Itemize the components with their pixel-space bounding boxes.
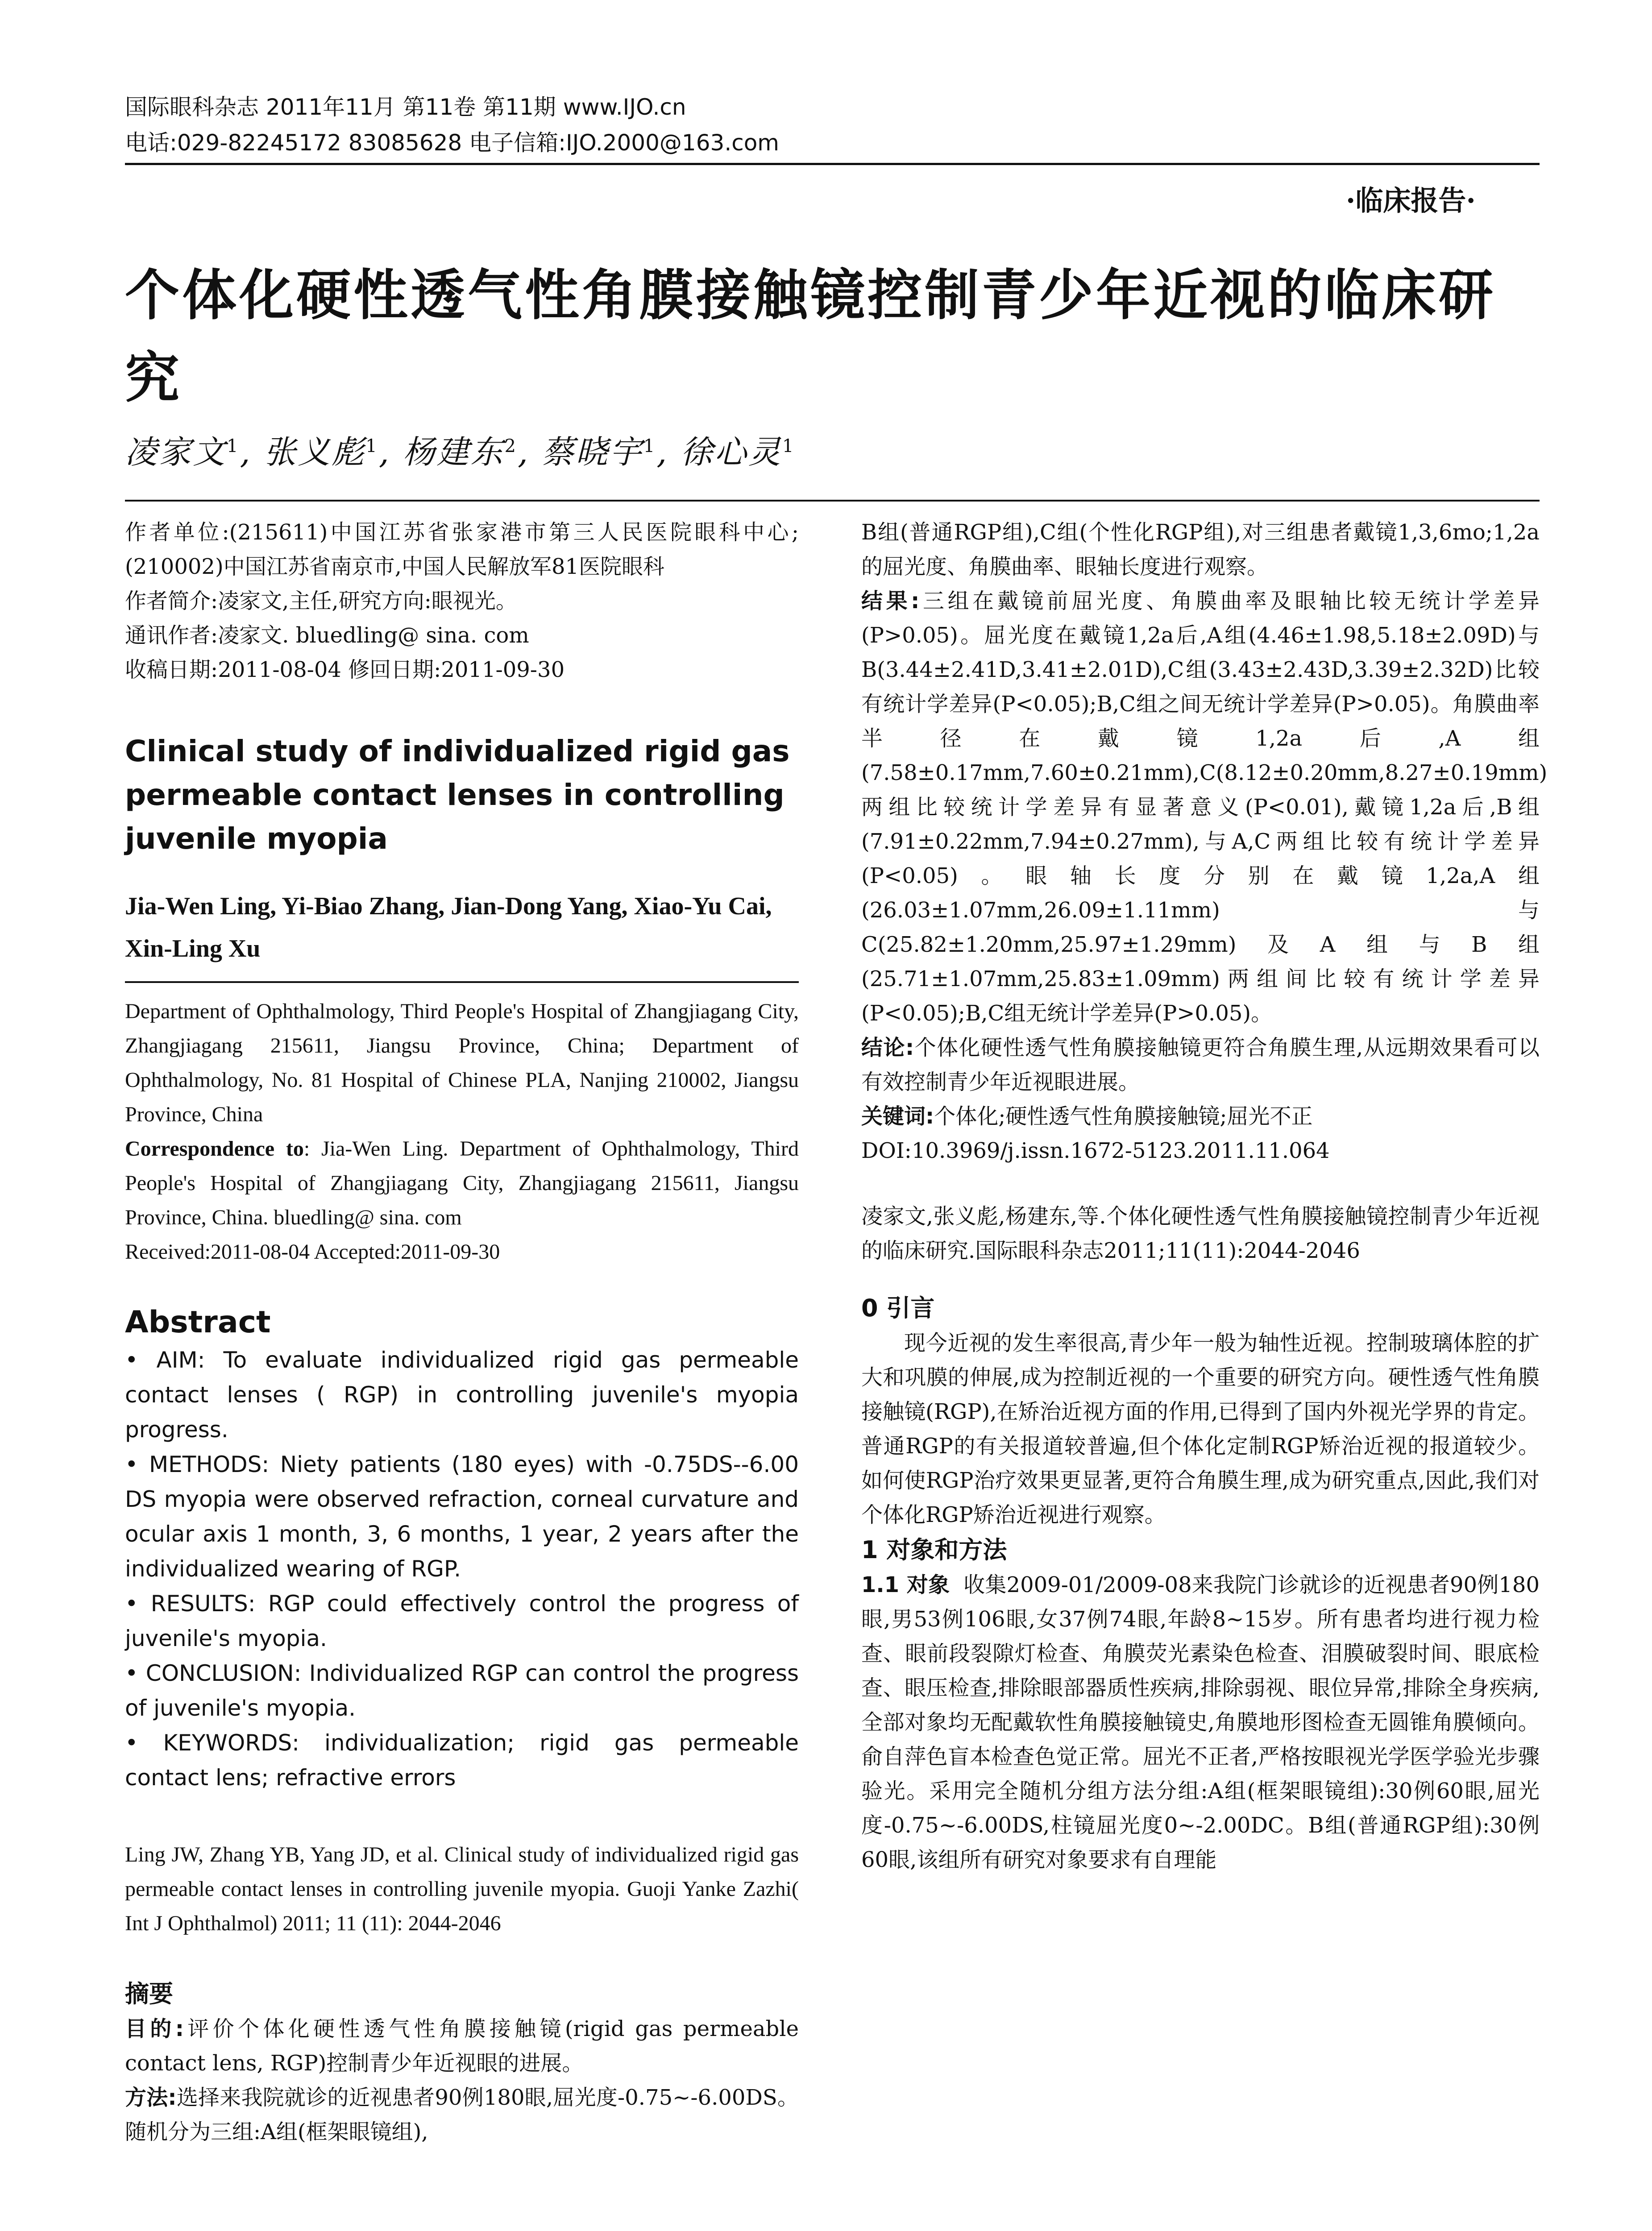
author-name: 蔡晓宇: [541, 433, 643, 471]
intro-text: 现今近视的发生率很高,青少年一般为轴性近视。控制玻璃体腔的扩大和巩膜的伸展,成为控制近视的一个重要的研究方向。硬性透气性角膜接触镜(RGP),在矫治近视方面的作用,已得到了国内外视光学界的肯定。普通RGP的有关报道较普遍,但个体化定制RGP矫治近视的报道较少。如何使RGP治疗效果更显著,更符合角膜生理,成为研究重点,因此,我们对个体化RGP矫治近视进行观察。: [861, 1331, 1540, 1527]
author-name: 凌家文: [125, 433, 227, 471]
section-1-heading: 1 对象和方法: [861, 1536, 1007, 1564]
english-dates: Received:2011-08-04 Accepted:2011-09-30: [125, 1240, 500, 1264]
journal-header: [125, 89, 1540, 161]
methods-label: 方法:: [125, 2085, 177, 2110]
cn-abstract-conclusion: [861, 1031, 1540, 1099]
conclusion-label: 结论:: [861, 1035, 914, 1060]
author-affiliation: 作者单位:(215611)中国江苏省张家港市第三人民医院眼科中心;(210002)中国江苏省南京市,中国人民解放军81医院眼科: [125, 520, 799, 579]
english-correspondence: [125, 1132, 799, 1235]
author-rule: [125, 500, 1540, 502]
header-rule: [125, 163, 1540, 165]
english-authors: Jia-Wen Ling, Yi-Biao Zhang, Jian-Dong Yang, Xiao-Yu Cai, Xin-Ling Xu: [125, 892, 772, 962]
english-affiliation: Department of Ophthalmology, Third People's Hospital of Zhangjiagang City, Zhangjiagang 215611, Jiangsu Province, China; Department of Ophthalmology, No. 81 Hospital of Chinese PLA, Nanjing 210002, Jiangsu Province, China: [125, 999, 799, 1126]
author-affil-sup: 1: [365, 436, 379, 456]
section-tag: ·临床报告·: [1345, 184, 1476, 217]
corresponding-author: 通讯作者:凌家文. bluedling@ sina. com: [125, 623, 529, 648]
abstract-results: • RESULTS: RGP could effectively control the progress of juvenile's myopia.: [125, 1591, 799, 1651]
aim-text: 评价个体化硬性透气性角膜接触镜(rigid gas permeable contact lens, RGP)控制青少年近视眼的进展。: [125, 2016, 799, 2076]
cn-abstract-results: [861, 584, 1548, 1031]
subsection-1-1: [861, 1568, 1540, 1877]
keywords-text: 个体化;硬性透气性角膜接触镜;屈光不正: [934, 1104, 1313, 1129]
abstract-keywords: • KEYWORDS: individualization; rigid gas permeable contact lens; refractive errors: [125, 1730, 799, 1791]
english-citation: Ling JW, Zhang YB, Yang JD, et al. Clinical study of individualized rigid gas permeable contact lenses in controlling juvenile myopia. Guoji Yanke Zazhi( Int J Ophthalmol) 2011; 11 (11): 2044-2046: [125, 1843, 799, 1935]
aim-label: 目的:: [125, 2016, 184, 2041]
header-line-1: 国际眼科杂志 2011年11月 第11卷 第11期 www.IJO.cn: [125, 94, 686, 120]
author-name: 张义彪: [264, 433, 366, 471]
author-intro: 作者简介:凌家文,主任,研究方向:眼视光。: [125, 589, 517, 614]
methods-text: 选择来我院就诊的近视患者90例180眼,屈光度-0.75~-6.00DS。随机分为三组:A组(框架眼镜组),: [125, 2085, 799, 2144]
subsection-1-1-text: 收集2009-01/2009-08来我院门诊就诊的近视患者90例180眼,男53例106眼,女37例74眼,年龄8~15岁。所有患者均进行视力检查、眼前段裂隙灯检查、角膜荧光素染色检查、泪膜破裂时间、眼底检查、眼压检查,排除眼部器质性疾病,排除弱视、眼位异常,排除全身疾病,全部对象均无配戴软性角膜接触镜史,角膜地形图检查无圆锥角膜倾向。俞自萍色盲本检查色觉正常。屈光不正者,严格按眼视光学医学验光步骤验光。采用完全随机分组方法分组:A组(框架眼镜组):30例60眼,屈光度-0.75~-6.00DS,柱镜屈光度0~-2.00DC。B组(普通RGP组):30例60眼,该组所有研究对象要求有自理能: [861, 1572, 1540, 1872]
correspondence-label: Correspondence to: [125, 1137, 304, 1161]
cn-keywords: [861, 1099, 1540, 1134]
cn-abstract-methods: [125, 2081, 799, 2149]
abstract-methods: • METHODS: Niety patients (180 eyes) with -0.75DS--6.00 DS myopia were observed refraction, corneal curvature and ocular axis 1 month, 3, 6 months, 1 year, 2 years after the individualized wearing of RGP.: [125, 1451, 799, 1582]
left-column: [125, 515, 799, 2149]
author-affil-sup: 2: [504, 436, 518, 456]
cn-abstract-aim: [125, 2012, 799, 2081]
doi: DOI:10.3969/j.issn.1672-5123.2011.11.064: [861, 1138, 1330, 1163]
article-title: 个体化硬性透气性角膜接触镜控制青少年近视的临床研究: [125, 264, 1496, 410]
abstract-conclusion: • CONCLUSION: Individualized RGP can control the progress of juvenile's myopia.: [125, 1660, 799, 1721]
results-label: 结果:: [861, 589, 920, 614]
correspondence-text: : Jia-Wen Ling. Department of Ophthalmology, Third People's Hospital of Zhangjiagang City, Zhangjiagang 215611, Jiangsu Province, China. bluedling@ sina. com: [125, 1137, 799, 1229]
results-text: 三组在戴镜前屈光度、角膜曲率及眼轴比较无统计学差异(P>0.05)。屈光度在戴镜1,2a后,A组(4.46±1.98,5.18±2.09D)与B(3.44±2.41D,3.41±2.01D),C组(3.43±2.43D,3.39±2.32D)比较有统计学差异(P<0.05);B,C组之间无统计学差异(P>0.05)。角膜曲率半径在戴镜1,2a后,A组(7.58±0.17mm,7.60±0.21mm),C(8.12±0.20mm,8.27±0.19mm)两组比较统计学差异有显著意义(P<0.01),戴镜1,2a后,B组(7.91±0.22mm,7.94±0.27mm),与A,C两组比较有统计学差异(P<0.05)。眼轴长度分别在戴镜1,2a,A组(26.03±1.07mm,26.09±1.11mm)与C(25.82±1.20mm,25.97±1.29mm)及A组与B组(25.71±1.07mm,25.83±1.09mm)两组间比较有统计学差异(P<0.05);B,C组无统计学差异(P>0.05)。: [861, 589, 1548, 1026]
cn-abstract-heading: 摘要: [125, 1980, 173, 2008]
subsection-1-1-label: 1.1 对象: [861, 1572, 950, 1597]
author-name: 杨建东: [403, 433, 505, 471]
author-affil-sup: 1: [227, 436, 240, 456]
header-line-2: 电话:029-82245172 83085628 电子信箱:IJO.2000@163.com: [125, 130, 780, 156]
author-list: 凌家文$^1$, 张义彪$^1$, 杨建东$^2$, 蔡晓宇$^1$, 徐心灵$^1$: [125, 433, 796, 471]
abstract-heading: Abstract: [125, 1305, 271, 1340]
english-title: Clinical study of individualized rigid gas permeable contact lenses in controlling juvenile myopia: [125, 734, 790, 856]
conclusion-text: 个体化硬性透气性角膜接触镜更符合角膜生理,从远期效果看可以有效控制青少年近视眼进展。: [861, 1035, 1540, 1095]
received-dates: 收稿日期:2011-08-04 修回日期:2011-09-30: [125, 657, 565, 682]
keywords-label: 关键词:: [861, 1104, 934, 1129]
abstract-aim: • AIM: To evaluate individualized rigid gas permeable contact lenses ( RGP) in controlling juvenile's myopia progress.: [125, 1347, 799, 1443]
author-affil-sup: 1: [643, 436, 657, 456]
cn-citation: 凌家文,张义彪,杨建东,等.个体化硬性透气性角膜接触镜控制青少年近视的临床研究.国际眼科杂志2011;11(11):2044-2046: [861, 1204, 1540, 1263]
cn-methods-continued: B组(普通RGP组),C组(个性化RGP组),对三组患者戴镜1,3,6mo;1,2a的屈光度、角膜曲率、眼轴长度进行观察。: [861, 520, 1540, 579]
author-name: 徐心灵: [681, 433, 783, 471]
intro-heading: 0 引言: [861, 1294, 935, 1322]
author-affil-sup: 1: [782, 436, 796, 456]
right-column: [861, 515, 1548, 1877]
